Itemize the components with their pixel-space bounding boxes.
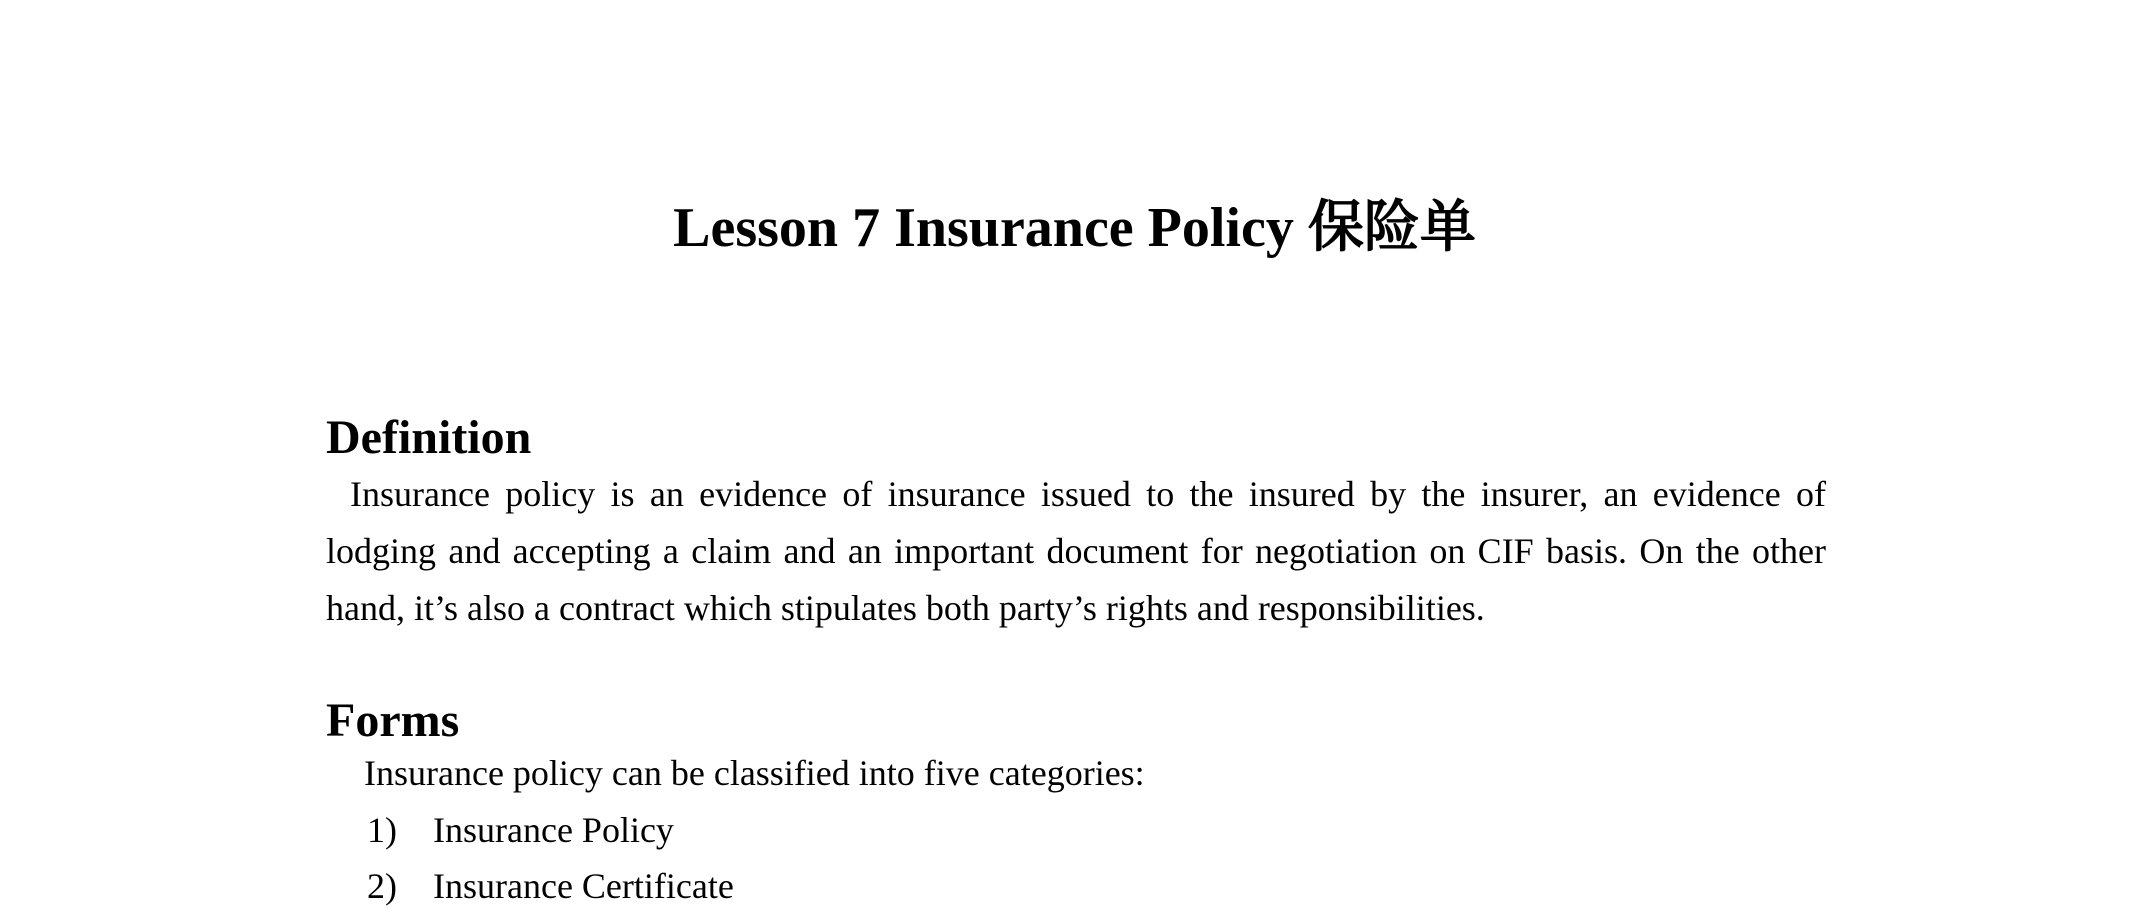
list-item-text: Insurance Policy [433,810,674,850]
list-item [367,809,674,852]
list-item-number: 2) [367,866,397,906]
list-item-text: Insurance Certificate [433,866,734,906]
forms-intro-text: Insurance policy can be classified into five categories: [364,753,1145,793]
definition-paragraph: Insurance policy is an evidence of insurance issued to the insured by the insurer, an evidence of lodging and accepting a claim and an important document for negotiation on CIF basis. On the other hand, it’s also a contract which stipulates both party’s rights and responsibilities. [326,474,1826,628]
section-heading-definition: Definition [326,411,532,464]
list-item [367,865,734,908]
section-heading-forms: Forms [326,694,460,747]
page-title: Lesson 7 Insurance Policy 保险单 [673,197,1476,259]
list-item-number: 1) [367,810,397,850]
